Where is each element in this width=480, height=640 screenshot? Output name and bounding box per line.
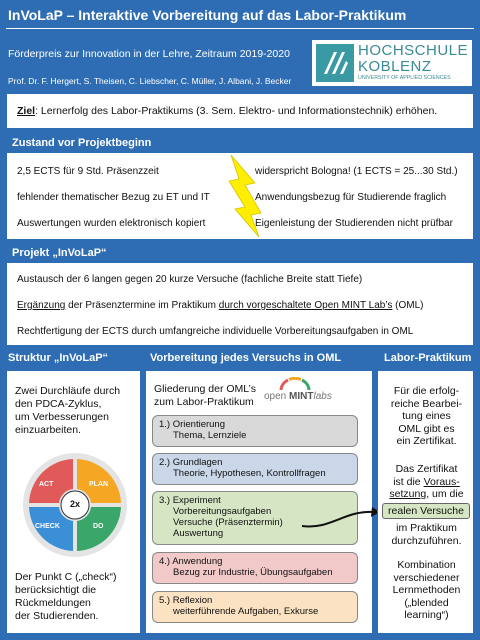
lab-p1-line-1: Für die erfolg- xyxy=(393,385,460,397)
openmint-brand-labs: labs xyxy=(313,391,332,402)
structure-intro-4: einzuarbeiten. xyxy=(15,424,81,436)
prep-intro-2: zum Labor-Praktikum xyxy=(154,396,254,408)
stage-5-head: 5.) Reflexion xyxy=(159,595,213,606)
openmint-brand xyxy=(264,391,332,402)
before-right-3: Eigenleistung der Studierenden nicht prüfbar xyxy=(255,218,453,229)
goal-label: Ziel xyxy=(17,105,36,117)
lab-p2b-line-1: im Praktikum xyxy=(396,522,457,534)
project-section-title: Projekt „InVoLaP“ xyxy=(6,245,474,261)
stage-2-line-1: Theorie, Hypothesen, Kontrollfragen xyxy=(173,468,326,479)
openmint-brand-open: open xyxy=(264,391,290,402)
lab-p1-line-5: ein Zertifikat. xyxy=(396,435,457,447)
stage-1-head: 1.) Orientierung xyxy=(159,419,226,430)
authors-line: Prof. Dr. F. Hergert, S. Theisen, C. Liebscher, C. Müller, J. Albani, J. Becker xyxy=(8,76,292,86)
lab-p2b-line-2: durchzuführen. xyxy=(391,534,462,547)
before-right-2: Anwendungsbezug für Studierende fraglich xyxy=(255,192,447,203)
project-panel xyxy=(6,262,474,346)
university-logo xyxy=(312,40,472,86)
stage-3-line-3: Auswertung xyxy=(173,528,224,539)
structure-panel xyxy=(6,370,141,634)
before-right-1: widerspricht Bologna! (1 ECTS = 25...30 Std.) xyxy=(255,166,458,177)
stage-4-head: 4.) Anwendung xyxy=(159,556,223,567)
goal-panel xyxy=(6,93,474,129)
structure-intro-1: Zwei Durchläufe durch xyxy=(15,385,121,397)
lab-p2-voraus: Voraus- xyxy=(423,475,460,488)
lab-p3-line-1: Kombination xyxy=(397,559,456,571)
stage-3-line-1: Vorbereitungsaufgaben xyxy=(173,506,272,517)
goal-text xyxy=(17,105,437,117)
project-line-2-mid: der Präsenztermine im Praktikum xyxy=(65,300,219,311)
stage-grundlagen xyxy=(152,453,358,485)
stage-3-head: 3.) Experiment xyxy=(159,495,221,506)
lab-p2-line-1: Das Zertifikat xyxy=(395,463,458,475)
project-line-2-oml: durch vorgeschaltete Open MINT Lab’s xyxy=(218,300,393,311)
pdca-check-label: CHECK xyxy=(35,523,60,530)
openmint-brand-mint: MINT xyxy=(289,391,314,402)
logo-mark-icon xyxy=(316,44,354,82)
before-panel xyxy=(6,152,474,240)
structure-outro-3: Rückmeldungen xyxy=(15,597,91,609)
structure-outro-2: berücksichtigt die xyxy=(15,584,97,596)
lab-paragraph-2b xyxy=(378,522,475,547)
prep-panel xyxy=(145,370,373,634)
lab-paragraph-3 xyxy=(378,559,475,622)
stage-4-line-1: Bezug zur Industrie, Übungsaufgaben xyxy=(173,567,333,578)
structure-intro-2: den PDCA-Zyklus, xyxy=(15,398,102,410)
lab-p2-prefix: ist die xyxy=(393,475,424,488)
poster-title: InVoLaP – Interaktive Vorbereitung auf das Labor-Praktikum xyxy=(8,7,407,23)
stage-5-line-1: weiterführende Aufgaben, Exkurse xyxy=(173,606,319,617)
lab-p2-setzung: setzung xyxy=(389,488,427,500)
funding-subtitle: Förderpreis zur Innovation in der Lehre, Zeitraum 2019-2020 xyxy=(8,48,290,60)
logo-text-koblenz: KOBLENZ xyxy=(358,58,432,75)
lab-p1-line-3: tung eines xyxy=(402,410,451,422)
lab-p3-line-4: („blended xyxy=(404,596,449,609)
pdca-plan-label: PLAN xyxy=(89,481,109,488)
pdca-cycle xyxy=(21,451,129,559)
prep-section-title: Vorbereitung jedes Versuchs in OML xyxy=(150,352,342,364)
structure-intro-3: um Verbesserungen xyxy=(15,411,109,423)
stage-2-head: 2.) Grundlagen xyxy=(159,457,223,468)
project-line-3: Rechtfertigung der ECTS durch umfangreiche individuelle Vorbereitungsaufgaben in OML xyxy=(17,326,414,337)
lab-panel xyxy=(377,370,474,634)
pdca-do-label: DO xyxy=(93,523,104,530)
logo-text-university: UNIVERSITY OF APPLIED SCIENCES xyxy=(358,75,451,81)
stage-orientierung xyxy=(152,415,358,447)
project-line-2 xyxy=(17,300,424,311)
stage-1-line-1: Thema, Lernziele xyxy=(173,430,247,441)
before-left-2: fehlender thematischer Bezug zu ET und IT xyxy=(17,192,210,203)
experiment-arrow-icon xyxy=(300,504,382,534)
prep-intro-1: Gliederung der OML’s xyxy=(154,383,256,395)
pdca-act-label: ACT xyxy=(39,481,54,488)
lab-p2-line-3 xyxy=(378,488,475,501)
lab-paragraph-2 xyxy=(378,463,475,501)
title-underline xyxy=(6,28,474,29)
lab-paragraph-1 xyxy=(378,385,475,448)
openmint-arc-icon xyxy=(278,377,312,391)
lab-p2-rest: , um die xyxy=(426,488,464,500)
lab-p3-line-5: learning“) xyxy=(404,609,449,621)
project-line-2-end: (OML) xyxy=(392,300,424,311)
lab-p1-line-4: OML gibt es xyxy=(398,422,455,435)
lab-p1-line-2: reiche Bearbei- xyxy=(390,397,463,410)
before-left-3: Auswertungen wurden elektronisch kopiert xyxy=(17,218,206,229)
project-line-2-ergaenzung: Ergänzung xyxy=(17,300,66,311)
lab-p2-line-2 xyxy=(378,476,475,489)
structure-outro-1: Der Punkt C („check“) xyxy=(15,571,117,583)
pdca-center-label: 2x xyxy=(69,499,80,509)
real-experiments-highlight: realen Versuche xyxy=(382,503,470,519)
lab-p3-line-3: Lernmethoden xyxy=(392,584,461,596)
project-line-1: Austausch der 6 langen gegen 20 kurze Versuche (fachliche Breite statt Tiefe) xyxy=(17,274,363,285)
stage-anwendung xyxy=(152,552,358,584)
lab-section-title: Labor-Praktikum xyxy=(384,352,472,364)
stage-3-line-2: Versuche (Präsenztermin) xyxy=(173,517,283,528)
logo-text-hochschule: HOCHSCHULE xyxy=(358,42,469,59)
lab-p3-line-2: verschiedener xyxy=(393,571,460,584)
before-left-1: 2,5 ECTS für 9 Std. Präsenzzeit xyxy=(17,166,159,177)
before-section-title: Zustand vor Projektbeginn xyxy=(6,135,474,151)
structure-outro-4: der Studierenden. xyxy=(15,610,99,622)
stage-reflexion xyxy=(152,591,358,623)
goal-description: : Lernerfolg des Labor-Praktikums (3. Sem. Elektro- und Informationstechnik) erhöhen. xyxy=(35,105,438,117)
structure-section-title: Struktur „InVoLaP“ xyxy=(8,352,109,364)
